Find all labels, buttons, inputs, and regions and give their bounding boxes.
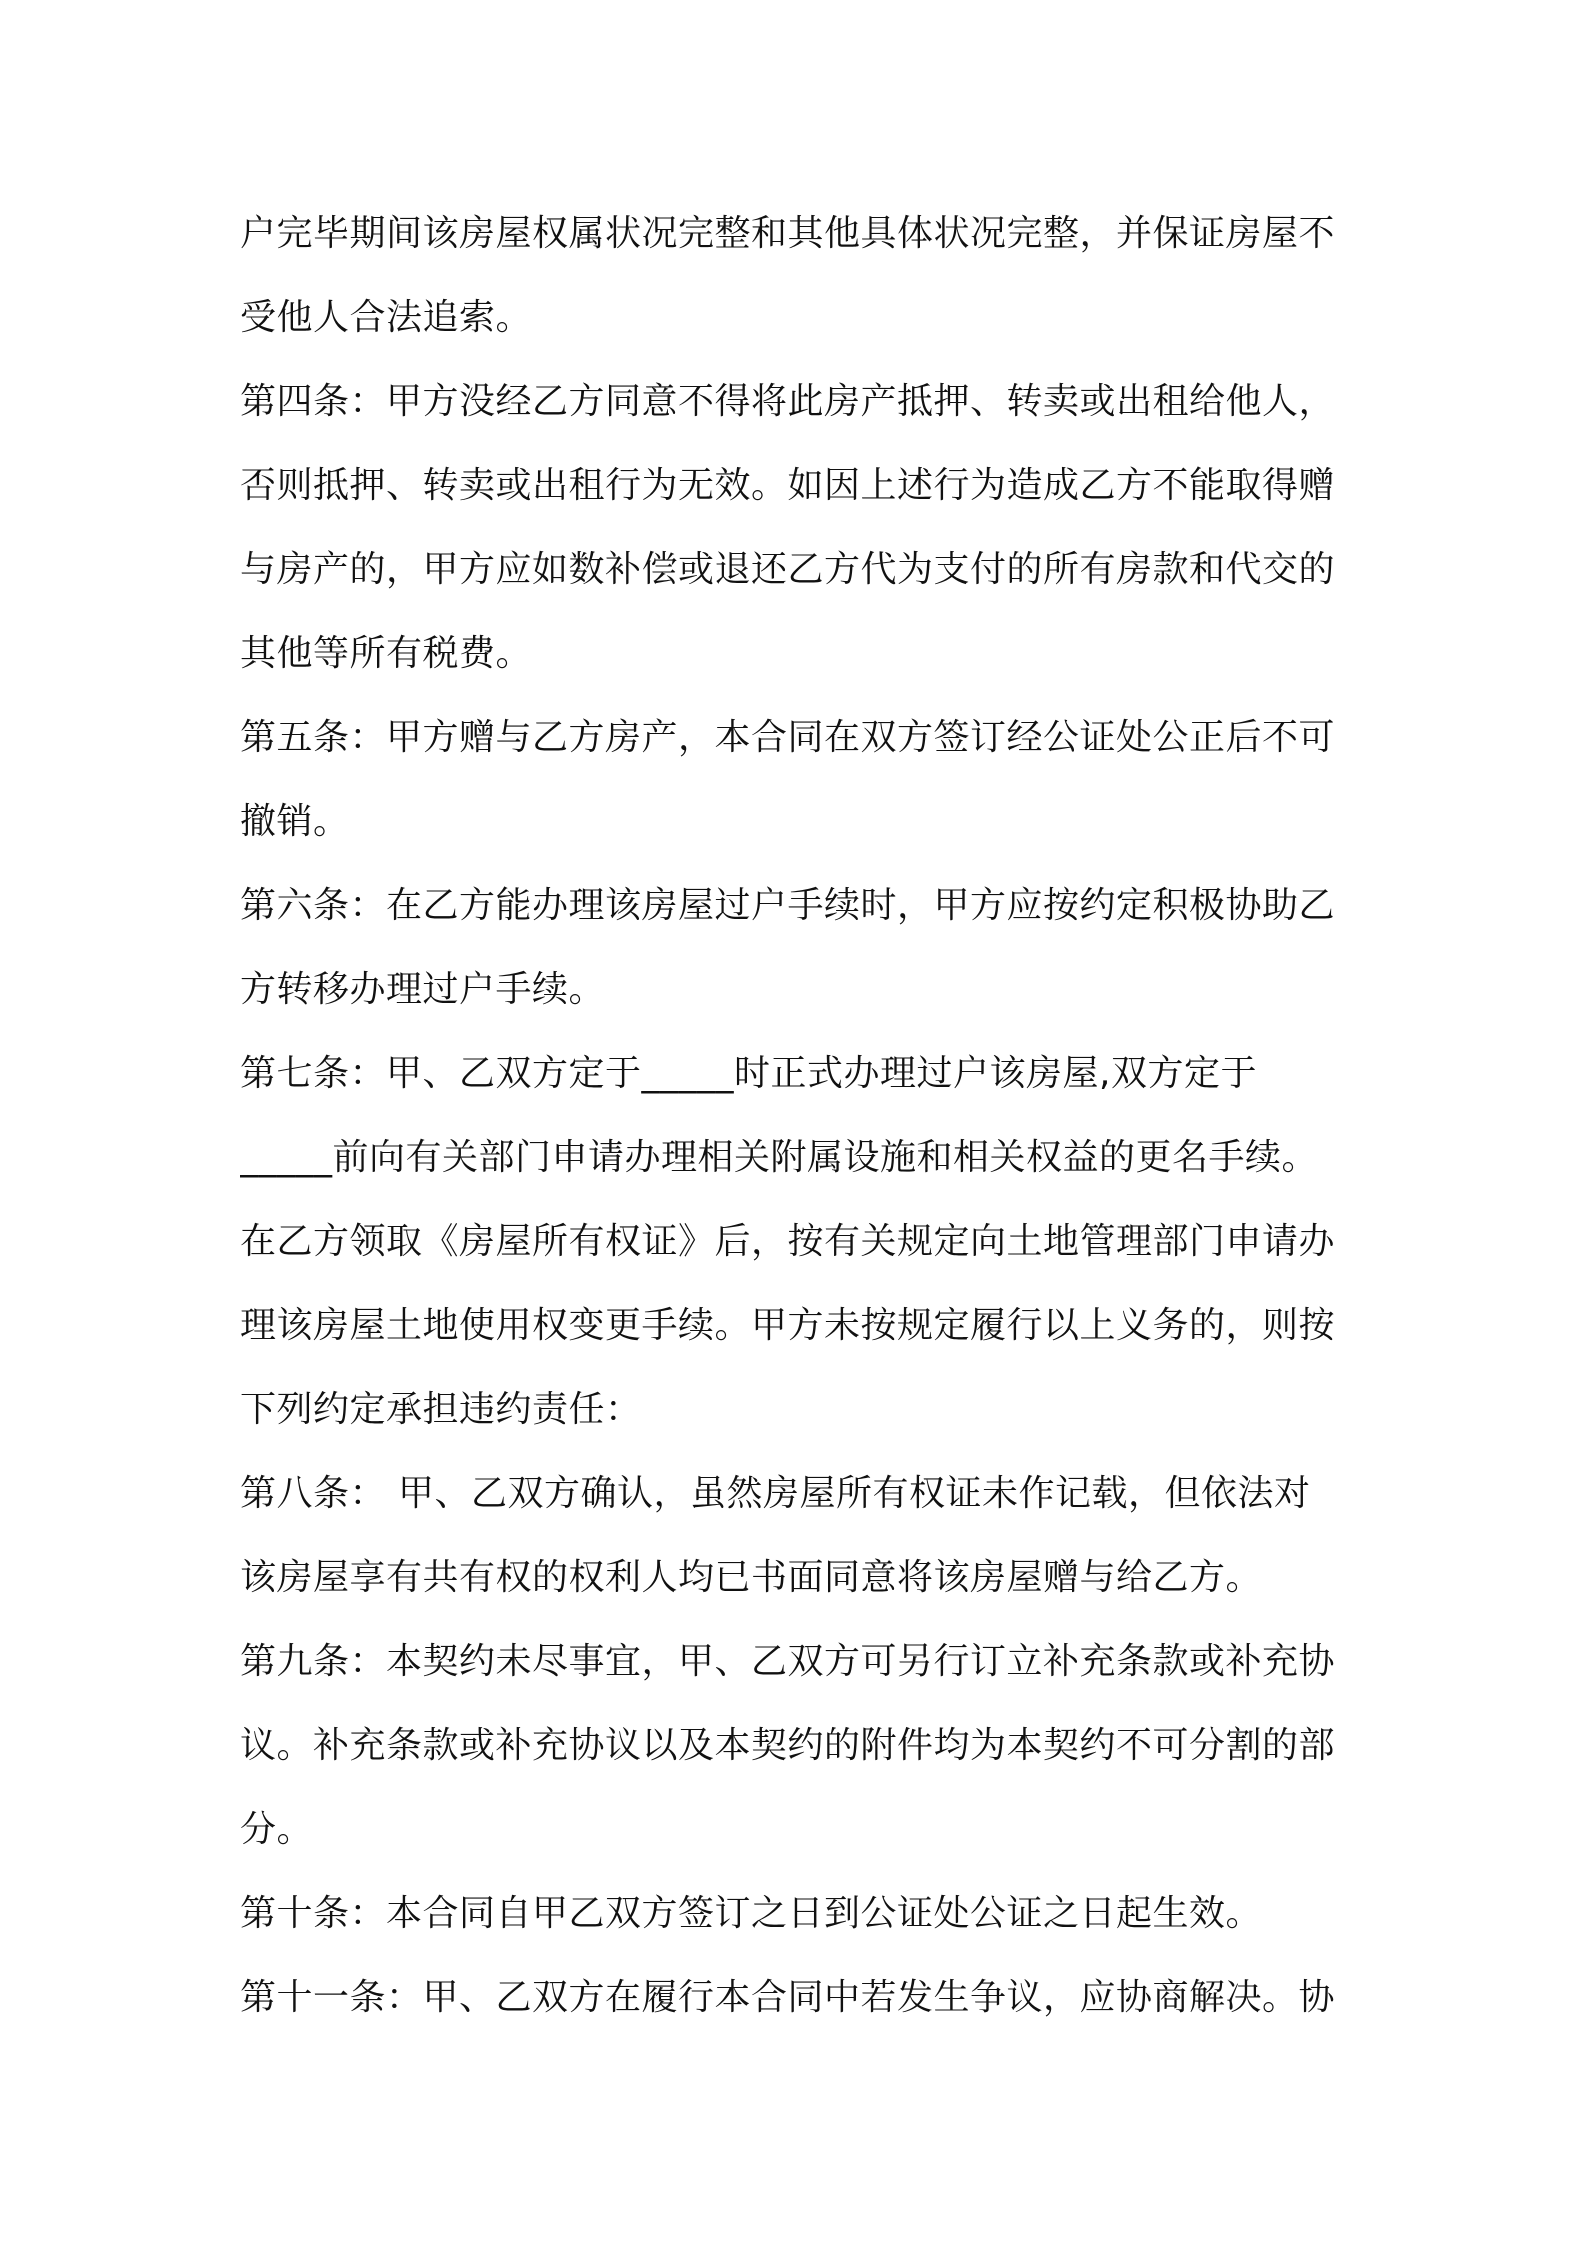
text-line: 否则抵押、转卖或出租行为无效。如因上述行为造成乙方不能取得赠 xyxy=(240,465,1336,506)
text-line: 受他人合法追索。 xyxy=(240,297,533,338)
text-line: 其他等所有税费。 xyxy=(240,633,533,674)
text-line: 理该房屋土地使用权变更手续。甲方未按规定履行以上义务的，则按 xyxy=(240,1305,1336,1346)
text-line: 分。 xyxy=(240,1809,314,1850)
text-line: 第四条：甲方没经乙方同意不得将此房产抵押、转卖或出租给他人， xyxy=(240,381,1336,422)
text-line: 第十一条：甲、乙双方在履行本合同中若发生争议，应协商解决。协 xyxy=(240,1977,1336,2018)
text-line: 户完毕期间该房屋权属状况完整和其他具体状况完整，并保证房屋不 xyxy=(240,213,1336,254)
text-line: 第八条： 甲、乙双方确认，虽然房屋所有权证未作记载，但依法对 xyxy=(240,1473,1311,1514)
text-line: 第十条：本合同自甲乙双方签订之日到公证处公证之日起生效。 xyxy=(240,1893,1263,1934)
text-line: 撤销。 xyxy=(240,801,350,842)
text-line: 第五条：甲方赠与乙方房产，本合同在双方签订经公证处公正后不可 xyxy=(240,717,1336,758)
text-line: 与房产的，甲方应如数补偿或退还乙方代为支付的所有房款和代交的 xyxy=(240,549,1336,590)
text-line: 第六条：在乙方能办理该房屋过户手续时，甲方应按约定积极协助乙 xyxy=(240,885,1336,926)
text-line: 议。补充条款或补充协议以及本契约的附件均为本契约不可分割的部 xyxy=(240,1725,1336,1766)
contract-body xyxy=(240,192,1360,2040)
text-line: 下列约定承担违约责任： xyxy=(240,1389,642,1430)
text-line: 该房屋享有共有权的权利人均已书面同意将该房屋赠与给乙方。 xyxy=(240,1557,1263,1598)
text-line: 在乙方领取《房屋所有权证》后，按有关规定向土地管理部门申请办 xyxy=(240,1221,1336,1262)
text-line: 第七条：甲、乙双方定于_____时正式办理过户该房屋,双方定于 xyxy=(240,1053,1257,1094)
text-line: 方转移办理过户手续。 xyxy=(240,969,606,1010)
text-line: _____前向有关部门申请办理相关附属设施和相关权益的更名手续。 xyxy=(240,1137,1319,1178)
text-line: 第九条：本契约未尽事宜，甲、乙双方可另行订立补充条款或补充协 xyxy=(240,1641,1336,1682)
